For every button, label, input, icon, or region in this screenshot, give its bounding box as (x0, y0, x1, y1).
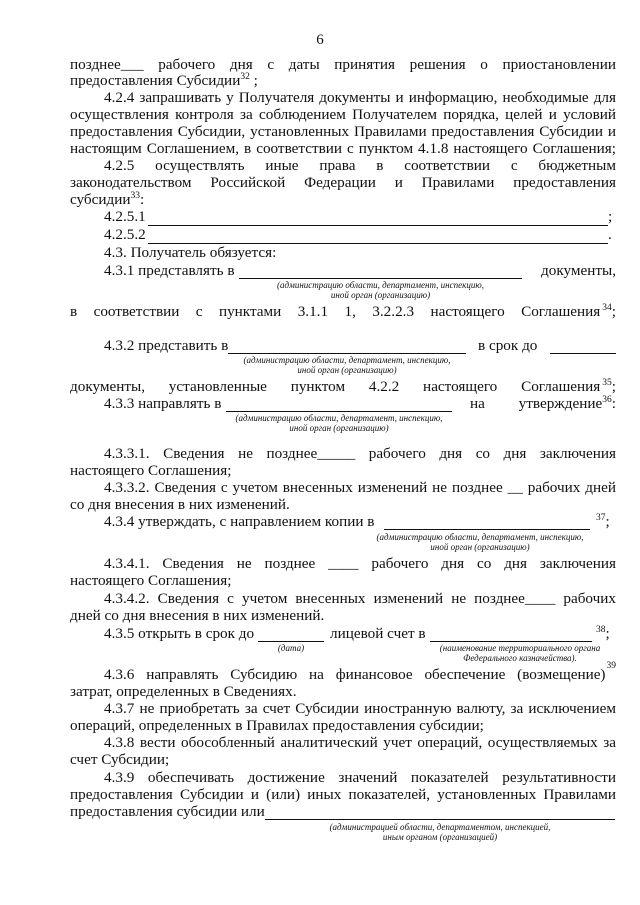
text-line (70, 191, 616, 208)
field-caption: (дата) (277, 643, 305, 653)
text-line: 4.3.9 обеспечивать достижение значений показателей результативности (104, 769, 616, 786)
text-segment (596, 625, 620, 642)
text-segment: : (140, 191, 145, 208)
field-caption: (администрацию области, департамент, инспекцию, (277, 280, 484, 290)
fill-in-line (265, 819, 615, 820)
text-segment: в соответствии с пунктами 3.1.1 1, 3.2.2.3 настоящего Соглашения (70, 303, 601, 320)
text-line: законодательством Российской Федерации и Правилами предоставления (70, 174, 616, 191)
text-segment: : (611, 395, 616, 412)
clause-number: 4.2.5.2 (104, 226, 146, 243)
text-segment: в срок до (478, 337, 538, 354)
field-caption: (администрацию области, департамент, инспекцию, (243, 355, 451, 365)
footnote-ref: 37 (596, 513, 606, 523)
text-segment: утверждение (518, 395, 603, 412)
page-number: 6 (316, 32, 324, 48)
text-line: настоящего Соглашения; (70, 572, 232, 589)
text-segment: ; (608, 208, 613, 225)
field-caption: (наименование территориального органа (439, 643, 601, 653)
fill-in-line (226, 411, 452, 412)
footnote-ref: 34 (602, 303, 612, 313)
field-caption: (администрацию области, департамент, инспекцию, (376, 532, 584, 542)
text-line: настоящего Соглашения; (70, 462, 232, 479)
text-segment (602, 303, 616, 320)
text-segment: . (608, 226, 612, 243)
text-line: 4.3.4.2. Сведения с учетом внесенных изменений не позднее____ рабочих (104, 590, 616, 607)
text-segment: документы, (541, 262, 616, 279)
text-segment: ; (605, 625, 610, 642)
fill-in-line (384, 529, 590, 530)
text-line: 4.3.8 вести обособленный аналитический учет операций, осуществляемых за (104, 734, 616, 751)
text-line: 4.2.5 осуществлять иные права в соответствии с бюджетным (104, 157, 616, 174)
text-line: предоставления Субсидии, установленных Правилами предоставления Субсидии и (70, 123, 616, 140)
text-line: осуществления контроля за соблюдением Получателем порядка, целей и условий (70, 106, 616, 123)
footnote-ref: 32 (240, 72, 250, 82)
text-segment: 4.3.5 открыть в срок до (104, 625, 255, 642)
text-line: настоящим Соглашением, в соответствии с пунктом 4.1.8 настоящего Соглашения; (70, 140, 616, 157)
text-segment: предоставления Субсидии (70, 72, 241, 89)
field-caption: иной орган (организацию) (289, 423, 389, 433)
text-segment (602, 378, 616, 395)
field-caption: (администрацию области, департамент, инспекцию, (235, 413, 443, 423)
text-segment: ; (253, 72, 258, 89)
text-segment: 4.3.6 направлять Субсидию на финансовое обеспечение (возмещение) (104, 666, 606, 683)
text-line: 4.3.3.2. Сведения с учетом внесенных изменений не позднее __ рабочих дней (104, 479, 616, 496)
text-segment: ; (605, 513, 610, 530)
text-line: 4.3.3.1. Сведения не позднее_____ рабочего дня со дня заключения (104, 445, 616, 462)
fill-in-line (148, 225, 608, 226)
text-line: 4.3.4.1. Сведения не позднее ____ рабочего дня со дня заключения (104, 555, 616, 572)
fill-in-line (550, 353, 616, 354)
text-line (104, 661, 616, 683)
text-segment: 4.3.1 представлять в (104, 262, 235, 279)
text-line (70, 303, 616, 320)
text-line: позднее___ рабочего дня с даты принятия решения о приостановлении (70, 56, 616, 73)
fill-in-line (228, 353, 466, 354)
text-segment: 4.3.2 представить в (104, 337, 229, 354)
text-segment: ; (611, 378, 616, 395)
fill-in-line (430, 641, 592, 642)
text-segment: документы, установленные пунктом 4.2.2 настоящего Соглашения (70, 378, 601, 395)
text-line: операций, определенных в Правилах предоставления субсидии; (70, 717, 484, 734)
fill-in-line (258, 641, 324, 642)
text-line: 4.2.4 запрашивать у Получателя документы и информацию, необходимые для (104, 89, 616, 106)
text-segment (510, 395, 616, 412)
field-caption: (администрацией области, департаментом, инспекцией, (329, 822, 551, 832)
footnote-ref: 35 (602, 378, 612, 388)
text-segment: 4.3.3 направлять в (104, 395, 222, 412)
text-segment: лицевой счет в (330, 625, 426, 642)
text-line: затрат, определенных в Сведениях. (70, 683, 297, 700)
text-segment: предоставления субсидии или (70, 803, 265, 820)
text-segment: 4.3.4 утверждать, с направлением копии в (104, 513, 375, 530)
text-line: 4.3. Получатель обязуется: (104, 244, 277, 261)
text-line: счет Субсидии; (70, 751, 170, 768)
text-segment (596, 513, 620, 530)
footnote-ref: 39 (606, 661, 616, 671)
clause-number: 4.2.5.1 (104, 208, 146, 225)
field-caption: иной орган (организацию) (430, 542, 530, 552)
text-line: 4.3.7 не приобретать за счет Субсидии иностранную валюту, за исключением (104, 700, 616, 717)
text-line: предоставления Субсидии и (или) иных показателей, установленных Правилами (70, 786, 616, 803)
text-segment: ; (611, 303, 616, 320)
field-caption: иной орган (организацию) (330, 290, 431, 300)
footnote-ref: 36 (602, 395, 612, 405)
footnote-ref: 33 (130, 191, 141, 201)
text-line (70, 72, 616, 89)
field-caption: иным органом (организацией) (382, 832, 498, 842)
text-line (70, 378, 616, 395)
field-caption: Федерального казначейства). (463, 653, 577, 663)
text-line: со дня внесения в них изменений. (70, 496, 290, 513)
text-segment: субсидии (70, 191, 131, 208)
fill-in-line (239, 278, 522, 279)
footnote-ref: 38 (596, 625, 606, 635)
text-segment: на (470, 395, 485, 412)
text-line: дней со дня внесения в них изменений. (70, 607, 325, 624)
field-caption: иной орган (организацию) (297, 365, 397, 375)
